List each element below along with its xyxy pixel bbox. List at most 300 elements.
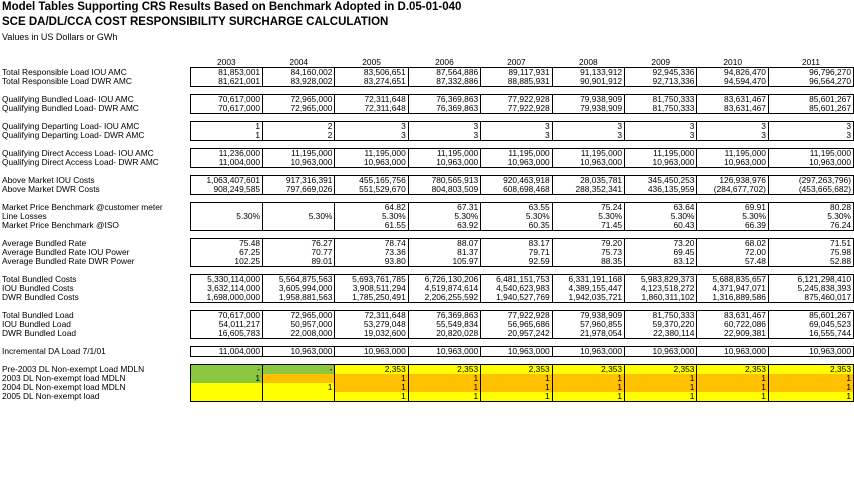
value-cell: 76,369,863 xyxy=(408,95,480,105)
value-cell: 16,605,783 xyxy=(190,329,262,339)
value-cell xyxy=(263,374,335,383)
value-cell: 81,750,333 xyxy=(625,95,697,105)
value-cell: 3 xyxy=(335,131,408,141)
value-cell: 75.73 xyxy=(552,248,624,257)
value-cell: 5.30% xyxy=(768,212,853,221)
value-cell: 22,909,381 xyxy=(697,329,769,339)
spacer-row xyxy=(0,267,854,275)
year-header: 2009 xyxy=(651,58,671,67)
value-cell: 4,389,155,447 xyxy=(552,284,624,293)
value-cell: 3 xyxy=(481,131,553,141)
row-label: 2003 DL Non-exempt load MDLN xyxy=(2,374,126,383)
value-cell: 69,045,523 xyxy=(768,320,853,329)
value-cell: 57.48 xyxy=(697,257,769,267)
value-cell: 61.55 xyxy=(335,221,408,231)
value-cell: 102.25 xyxy=(190,257,262,267)
value-cell: 84,160,002 xyxy=(263,68,335,78)
value-cell: 67.25 xyxy=(190,248,262,257)
value-cell: 3 xyxy=(697,122,769,132)
row-label: DWR Bundled Load xyxy=(2,329,77,339)
value-cell: 1 xyxy=(190,122,262,132)
value-cell: 1 xyxy=(768,383,853,392)
value-cell: 75.98 xyxy=(768,248,853,257)
value-cell: 1 xyxy=(697,383,769,392)
value-cell: 1 xyxy=(697,392,769,402)
value-cell: 2,353 xyxy=(697,365,769,375)
value-cell: 11,195,000 xyxy=(263,149,335,159)
value-cell: 1,785,250,491 xyxy=(335,293,408,303)
value-cell: 920,463,918 xyxy=(481,176,553,186)
value-cell: 81,750,333 xyxy=(625,104,697,114)
value-cell: 94,826,470 xyxy=(697,68,769,78)
value-cell: (453,665,682) xyxy=(768,185,853,195)
value-cell: 5.30% xyxy=(481,212,553,221)
value-cell: 2,353 xyxy=(408,365,480,375)
value-cell xyxy=(263,221,335,231)
value-cell: 81.37 xyxy=(408,248,480,257)
value-cell: 1,063,407,601 xyxy=(190,176,262,186)
table-row xyxy=(0,95,854,105)
table-row xyxy=(0,320,854,329)
value-cell: 85,601,267 xyxy=(768,95,853,105)
value-cell: 4,123,518,272 xyxy=(625,284,697,293)
row-label: Qualifying Departing Load- DWR AMC xyxy=(2,131,145,141)
row-label: 2005 DL Non-exempt load xyxy=(2,392,100,402)
spacer-row xyxy=(0,303,854,311)
value-cell: 94,594,470 xyxy=(697,77,769,87)
table-row xyxy=(0,329,854,339)
value-cell: 72,965,000 xyxy=(263,95,335,105)
value-cell: 16,555,744 xyxy=(768,329,853,339)
value-cell: 917,316,391 xyxy=(263,176,335,186)
value-cell: 20,820,028 xyxy=(408,329,480,339)
value-cell: 780,565,913 xyxy=(408,176,480,186)
document-title: Model Tables Supporting CRS Results Based on Benchmark Adopted in D.05-01-040 xyxy=(2,1,462,13)
value-cell: 3 xyxy=(335,122,408,132)
table-row xyxy=(0,347,854,357)
value-cell: 91,133,912 xyxy=(552,68,624,78)
value-cell xyxy=(190,392,262,402)
value-cell: 1 xyxy=(335,392,408,402)
row-label: Total Responsible Load DWR AMC xyxy=(2,77,132,87)
value-cell: 5,693,761,785 xyxy=(335,275,408,285)
value-cell: 10,963,000 xyxy=(625,347,697,357)
value-cell: - xyxy=(263,365,335,375)
value-cell: 1 xyxy=(190,131,262,141)
value-cell: 3,632,114,000 xyxy=(190,284,262,293)
value-cell: 81,621,001 xyxy=(190,77,262,87)
value-cell xyxy=(263,203,335,213)
table-row xyxy=(0,68,854,78)
value-cell: 1 xyxy=(625,374,697,383)
year-header: 2007 xyxy=(507,58,526,67)
units-note: Values in US Dollars or GWh xyxy=(2,32,118,42)
value-cell: 908,249,585 xyxy=(190,185,262,195)
value-cell: 1 xyxy=(408,383,480,392)
value-cell xyxy=(190,203,262,213)
value-cell: 70.77 xyxy=(263,248,335,257)
value-cell: 50,957,000 xyxy=(263,320,335,329)
value-cell: 1 xyxy=(697,374,769,383)
row-label: Incremental DA Load 7/1/01 xyxy=(2,346,106,356)
value-cell: 55,549,834 xyxy=(408,320,480,329)
value-cell: 2 xyxy=(263,131,335,141)
value-cell: 75.24 xyxy=(552,203,624,213)
row-label: 2004 DL Non-exempt load MDLN xyxy=(2,383,126,392)
value-cell: 4,371,947,071 xyxy=(697,284,769,293)
value-cell: 90,901,912 xyxy=(552,77,624,87)
value-cell: 63.55 xyxy=(481,203,553,213)
value-cell: 6,481,151,753 xyxy=(481,275,553,285)
value-cell: 11,004,000 xyxy=(190,347,262,357)
value-cell: 85,601,267 xyxy=(768,104,853,114)
value-cell: 92.59 xyxy=(481,257,553,267)
value-cell: 75.48 xyxy=(190,239,262,249)
value-cell: 4,519,874,614 xyxy=(408,284,480,293)
value-cell xyxy=(263,392,335,402)
value-cell: 11,195,000 xyxy=(768,149,853,159)
value-cell: 5,245,838,393 xyxy=(768,284,853,293)
value-cell: 1 xyxy=(552,374,624,383)
value-cell xyxy=(190,383,262,392)
spacer-row xyxy=(0,141,854,149)
year-header: 2008 xyxy=(579,58,598,67)
table-row xyxy=(0,392,854,402)
row-label: Total Bundled Load xyxy=(2,310,74,320)
value-cell: 72,311,648 xyxy=(335,104,408,114)
value-cell: 11,195,000 xyxy=(697,149,769,159)
value-cell: 3 xyxy=(625,131,697,141)
value-cell: 67.31 xyxy=(408,203,480,213)
value-cell: 88.07 xyxy=(408,239,480,249)
value-cell: 1,860,311,102 xyxy=(625,293,697,303)
value-cell: 83,928,002 xyxy=(263,77,335,87)
value-cell: 72,311,648 xyxy=(335,95,408,105)
value-cell: 5,564,875,563 xyxy=(263,275,335,285)
value-cell: 83,631,467 xyxy=(697,95,769,105)
value-cell: 5,983,829,373 xyxy=(625,275,697,285)
value-cell: 73.36 xyxy=(335,248,408,257)
row-label: Market Price Benchmark @ISO xyxy=(2,221,119,231)
table-row xyxy=(0,131,854,141)
value-cell: 77,922,928 xyxy=(481,95,553,105)
value-cell: 1 xyxy=(768,374,853,383)
value-cell: 83.12 xyxy=(625,257,697,267)
row-label: Total Bundled Costs xyxy=(2,274,77,284)
table-row xyxy=(0,374,854,383)
value-cell: 1,698,000,000 xyxy=(190,293,262,303)
value-cell: 69.91 xyxy=(697,203,769,213)
value-cell: 87,564,886 xyxy=(408,68,480,78)
row-label: DWR Bundled Costs xyxy=(2,293,79,303)
spacer-row xyxy=(0,114,854,122)
row-label: Qualifying Direct Access Load- DWR AMC xyxy=(2,158,159,168)
value-cell: 3 xyxy=(697,131,769,141)
value-cell: 66.39 xyxy=(697,221,769,231)
value-cell: 1 xyxy=(481,374,553,383)
value-cell: 3 xyxy=(408,122,480,132)
value-cell: 53,279,048 xyxy=(335,320,408,329)
value-cell: 804,803,509 xyxy=(408,185,480,195)
value-cell: 83,274,651 xyxy=(335,77,408,87)
spacer-row xyxy=(0,87,854,95)
value-cell: 1,958,881,563 xyxy=(263,293,335,303)
value-cell: 1 xyxy=(481,383,553,392)
value-cell: 6,726,130,206 xyxy=(408,275,480,285)
row-label: IOU Bundled Load xyxy=(2,320,71,329)
table-row xyxy=(0,293,854,303)
value-cell: 126,938,976 xyxy=(697,176,769,186)
value-cell: 3 xyxy=(552,131,624,141)
table-row xyxy=(0,311,854,321)
year-header: 2011 xyxy=(801,58,820,67)
value-cell: 5.30% xyxy=(263,212,335,221)
row-label: Qualifying Departing Load- IOU AMC xyxy=(2,121,140,131)
value-cell: 96,564,270 xyxy=(768,77,853,87)
row-label: Qualifying Direct Access Load- IOU AMC xyxy=(2,148,154,158)
value-cell: - xyxy=(190,365,262,375)
value-cell: (297,263,796) xyxy=(768,176,853,186)
year-header: 2005 xyxy=(362,58,381,67)
value-cell: 72,311,648 xyxy=(335,311,408,321)
table-row xyxy=(0,257,854,267)
value-cell: 1,316,889,586 xyxy=(697,293,769,303)
table-row xyxy=(0,122,854,132)
row-label: Market Price Benchmark @customer meter xyxy=(2,202,163,212)
table-row xyxy=(0,275,854,285)
value-cell: 52.88 xyxy=(768,257,853,267)
value-cell: 72.00 xyxy=(697,248,769,257)
value-cell: 105.97 xyxy=(408,257,480,267)
value-cell: 92,945,336 xyxy=(625,68,697,78)
value-cell: 28,035,781 xyxy=(552,176,624,186)
value-cell: 1 xyxy=(625,392,697,402)
table-row xyxy=(0,104,854,114)
table-row xyxy=(0,203,854,213)
value-cell: 3,605,994,000 xyxy=(263,284,335,293)
value-cell: 1,940,527,769 xyxy=(481,293,553,303)
year-header: 2010 xyxy=(723,58,743,67)
crs-data-table xyxy=(0,58,854,402)
value-cell: 2 xyxy=(263,122,335,132)
value-cell: 1 xyxy=(552,392,624,402)
table-row xyxy=(0,383,854,392)
value-cell: 1,942,035,721 xyxy=(552,293,624,303)
value-cell: 10,963,000 xyxy=(768,158,853,168)
value-cell: 71.45 xyxy=(552,221,624,231)
table-row xyxy=(0,239,854,249)
table-row xyxy=(0,149,854,159)
value-cell: 64.82 xyxy=(335,203,408,213)
value-cell: 5.30% xyxy=(552,212,624,221)
value-cell: 5,688,835,657 xyxy=(697,275,769,285)
value-cell: 1 xyxy=(408,392,480,402)
value-cell: (284,677,702) xyxy=(697,185,769,195)
value-cell: 70,617,000 xyxy=(190,95,262,105)
value-cell: 79,938,909 xyxy=(552,311,624,321)
year-header: 2003 xyxy=(217,58,236,67)
value-cell: 83.17 xyxy=(481,239,553,249)
value-cell: 608,698,468 xyxy=(481,185,553,195)
value-cell: 4,540,623,983 xyxy=(481,284,553,293)
value-cell: 63.92 xyxy=(408,221,480,231)
spacer-row xyxy=(0,195,854,203)
value-cell: 79.71 xyxy=(481,248,553,257)
value-cell: 5.30% xyxy=(190,212,262,221)
value-cell: 1 xyxy=(408,374,480,383)
spacer-row xyxy=(0,231,854,239)
value-cell: 79.20 xyxy=(552,239,624,249)
value-cell: 20,957,242 xyxy=(481,329,553,339)
value-cell: 71.51 xyxy=(768,239,853,249)
value-cell: 76,369,863 xyxy=(408,311,480,321)
value-cell: 1 xyxy=(263,383,335,392)
value-cell: 10,963,000 xyxy=(481,158,553,168)
value-cell: 77,922,928 xyxy=(481,104,553,114)
table-row xyxy=(0,77,854,87)
value-cell: 1 xyxy=(481,392,553,402)
value-cell: 1 xyxy=(625,383,697,392)
header-label-cell xyxy=(0,58,190,68)
row-label: Pre-2003 DL Non-exempt Load MDLN xyxy=(2,364,145,374)
value-cell: 10,963,000 xyxy=(263,347,335,357)
value-cell: 3 xyxy=(625,122,697,132)
value-cell: 83,631,467 xyxy=(697,311,769,321)
value-cell: 76.27 xyxy=(263,239,335,249)
value-cell: 11,195,000 xyxy=(335,149,408,159)
value-cell: 3 xyxy=(768,122,853,132)
value-cell: 60,722,086 xyxy=(697,320,769,329)
value-cell: 22,380,114 xyxy=(625,329,697,339)
value-cell: 88,885,931 xyxy=(481,77,553,87)
value-cell: 79,938,909 xyxy=(552,95,624,105)
value-cell: 3 xyxy=(768,131,853,141)
value-cell: 89.01 xyxy=(263,257,335,267)
value-cell: 11,195,000 xyxy=(481,149,553,159)
value-cell: 56,965,686 xyxy=(481,320,553,329)
value-cell: 2,353 xyxy=(552,365,624,375)
value-cell: 3 xyxy=(408,131,480,141)
value-cell: 10,963,000 xyxy=(335,158,408,168)
value-cell: 11,236,000 xyxy=(190,149,262,159)
table-row xyxy=(0,365,854,375)
value-cell: 10,963,000 xyxy=(481,347,553,357)
value-cell: 1 xyxy=(335,383,408,392)
value-cell: 10,963,000 xyxy=(408,347,480,357)
spacer-row xyxy=(0,339,854,347)
value-cell: 455,165,756 xyxy=(335,176,408,186)
value-cell: 11,004,000 xyxy=(190,158,262,168)
table-row xyxy=(0,248,854,257)
value-cell: 1 xyxy=(335,374,408,383)
value-cell: 63.64 xyxy=(625,203,697,213)
value-cell: 93.80 xyxy=(335,257,408,267)
value-cell: 79,938,909 xyxy=(552,104,624,114)
value-cell: 60.43 xyxy=(625,221,697,231)
year-header-row xyxy=(0,58,854,68)
row-label: Above Market IOU Costs xyxy=(2,175,95,185)
value-cell: 78.74 xyxy=(335,239,408,249)
value-cell: 77,922,928 xyxy=(481,311,553,321)
spacer-row xyxy=(0,357,854,365)
value-cell: 6,331,191,168 xyxy=(552,275,624,285)
value-cell: 6,121,298,410 xyxy=(768,275,853,285)
value-cell: 10,963,000 xyxy=(552,158,624,168)
value-cell: 81,750,333 xyxy=(625,311,697,321)
value-cell: 5.30% xyxy=(335,212,408,221)
year-header: 2004 xyxy=(289,58,309,67)
value-cell: 70,617,000 xyxy=(190,311,262,321)
table-row xyxy=(0,284,854,293)
value-cell: 10,963,000 xyxy=(408,158,480,168)
value-cell: 288,352,341 xyxy=(552,185,624,195)
row-label: Total Responsible Load IOU AMC xyxy=(2,67,127,77)
spacer-row xyxy=(0,168,854,176)
row-label: Average Bundled Rate xyxy=(2,238,87,248)
value-cell: 5.30% xyxy=(625,212,697,221)
value-cell: 11,195,000 xyxy=(408,149,480,159)
value-cell: 2,353 xyxy=(335,365,408,375)
table-row xyxy=(0,185,854,195)
row-label: IOU Bundled Costs xyxy=(2,284,74,293)
value-cell: 60.35 xyxy=(481,221,553,231)
value-cell: 875,460,017 xyxy=(768,293,853,303)
value-cell: 85,601,267 xyxy=(768,311,853,321)
row-label: Qualifying Bundled Load- DWR AMC xyxy=(2,104,139,114)
value-cell: 3 xyxy=(481,122,553,132)
value-cell: 1 xyxy=(552,383,624,392)
value-cell: 3 xyxy=(552,122,624,132)
value-cell: 10,963,000 xyxy=(768,347,853,357)
value-cell: 2,353 xyxy=(625,365,697,375)
value-cell: 54,011,217 xyxy=(190,320,262,329)
value-cell: 81,853,001 xyxy=(190,68,262,78)
value-cell: 76,369,863 xyxy=(408,104,480,114)
value-cell: 70,617,000 xyxy=(190,104,262,114)
value-cell: 2,206,255,592 xyxy=(408,293,480,303)
value-cell: 3,908,511,294 xyxy=(335,284,408,293)
value-cell: 69.45 xyxy=(625,248,697,257)
value-cell: 59,370,220 xyxy=(625,320,697,329)
row-label: Average Bundled Rate IOU Power xyxy=(2,248,130,257)
table-row xyxy=(0,158,854,168)
value-cell: 436,135,959 xyxy=(625,185,697,195)
value-cell: 83,506,651 xyxy=(335,68,408,78)
table-row xyxy=(0,221,854,231)
value-cell: 5,330,114,000 xyxy=(190,275,262,285)
table-row xyxy=(0,212,854,221)
row-label: Line Losses xyxy=(2,212,47,221)
value-cell: 2,353 xyxy=(481,365,553,375)
value-cell: 2,353 xyxy=(768,365,853,375)
value-cell: 11,195,000 xyxy=(625,149,697,159)
document-subtitle: SCE DA/DL/CCA COST RESPONSIBILITY SURCHARGE CALCULATION xyxy=(2,16,389,28)
value-cell: 10,963,000 xyxy=(697,347,769,357)
value-cell: 10,963,000 xyxy=(552,347,624,357)
value-cell: 5.30% xyxy=(408,212,480,221)
row-label: Above Market DWR Costs xyxy=(2,185,100,195)
value-cell: 10,963,000 xyxy=(625,158,697,168)
value-cell: 88.35 xyxy=(552,257,624,267)
year-header: 2006 xyxy=(435,58,454,67)
value-cell: 5.30% xyxy=(697,212,769,221)
value-cell: 92,713,336 xyxy=(625,77,697,87)
value-cell: 345,450,253 xyxy=(625,176,697,186)
value-cell: 10,963,000 xyxy=(697,158,769,168)
value-cell: 1 xyxy=(768,392,853,402)
value-cell: 89,117,931 xyxy=(481,68,553,78)
value-cell: 80.28 xyxy=(768,203,853,213)
